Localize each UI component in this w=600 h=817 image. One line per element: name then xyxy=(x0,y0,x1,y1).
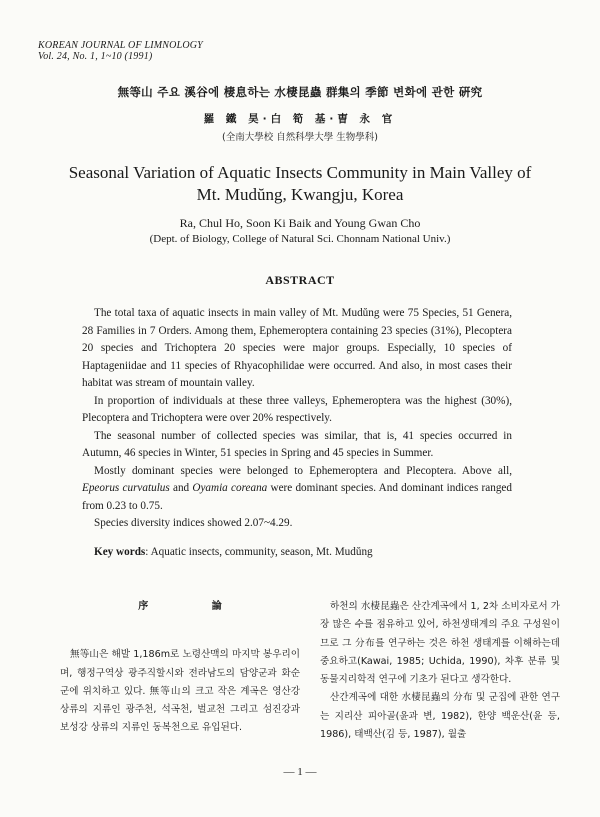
abstract-paragraph xyxy=(82,463,512,516)
english-affiliation: (Dept. of Biology, College of Natural Sci. Chonnam National Univ.) xyxy=(149,233,451,245)
abstract-text: Mostly dominant species were belonged to Ephemeroptera and Plecoptera. Above all, xyxy=(94,464,512,477)
english-title-line2: Mt. Mudŭng, Kwangju, Korea xyxy=(196,185,404,204)
abstract-paragraph: The total taxa of aquatic insects in main valley of Mt. Mudŭng were 75 Species, 51 Genera, 28 Families in 7 Orders. Among them, Ephemeroptera containing 23 species (31%), Plecoptera 20 species and Trichoptera 20 species were major groups. Especially, 10 species of Haptageniidae and 11 species of Rhyacophilidae were occurred. And also, in most cases their habitat was stream of mountain valley. xyxy=(82,307,512,389)
english-title xyxy=(0,162,600,206)
keywords-text: : Aquatic insects, community, season, Mt. Mudŭng xyxy=(145,546,373,558)
left-column xyxy=(60,598,300,738)
korean-authors: 羅 鐵 昊·白 筍 基·曺 永 官 xyxy=(203,113,397,125)
abstract-paragraph: In proportion of individuals at these three valleys, Ephemeroptera was the highest (30%), Plecoptera and Trichoptera were over 20% respectively. xyxy=(82,394,512,424)
species-name: Epeorus curvatulus xyxy=(82,482,170,494)
abstract-heading: ABSTRACT xyxy=(265,273,335,287)
abstract-text: were dominant species. And dominant indices ranged from 0.23 to 0.75. xyxy=(82,482,512,512)
abstract-paragraph: The seasonal number of collected species was similar, that is, 41 species occurred in Autumn, 46 species in Winter, 51 species in Spring and 45 species in Summer. xyxy=(82,429,512,459)
abstract-paragraph: Species diversity indices showed 2.07~4.29. xyxy=(94,517,293,529)
english-authors: Ra, Chul Ho, Soon Ki Baik and Young Gwan Cho xyxy=(179,216,421,230)
abstract-text: and xyxy=(169,482,193,494)
body-paragraph: 산간계곡에 대한 水棲昆蟲의 分布 및 군집에 관한 연구는 지리산 피아골(윤과 변, 1982), 한양 백운산(윤 등, 1986), 태백산(김 등, 1987), 월출 xyxy=(320,692,560,741)
english-title-line1: Seasonal Variation of Aquatic Insects Community in Main Valley of xyxy=(68,163,532,182)
page-number: — 1 — xyxy=(283,766,317,778)
abstract-body xyxy=(82,305,512,533)
body-paragraph: 無等山은 해발 1,186m로 노령산맥의 마지막 봉우리이며, 행정구역상 광주직할시와 전라남도의 담양군과 화순군에 위치하고 있다. 無等山의 크고 작은 계곡은 영산강 상류의 지류인 광주천, 석곡천, 벌교천 그리고 섬진강과 보성강 상류의 지류인 동복천으로 유입된다. xyxy=(60,649,300,734)
body-paragraph: 하천의 水棲昆蟲은 산간계곡에서 1, 2차 소비자로서 가장 많은 수를 점유하고 있어, 하천생태계의 주요 구성원이므로 그 分布를 연구하는 것은 하천 생태계를 이해하는데 중요하고(Kawai, 1985; Uchida, 1990), 차후 분류 및 동물지리학적 연구에 기초가 된다고 생각한다. xyxy=(320,601,560,686)
right-column xyxy=(320,598,560,744)
species-name: Oyamia coreana xyxy=(192,482,268,494)
section-heading: 序 論 xyxy=(138,601,252,612)
keywords xyxy=(94,546,373,558)
journal-name: KOREAN JOURNAL OF LIMNOLOGY xyxy=(38,40,203,51)
journal-citation xyxy=(38,40,203,62)
korean-title: 無等山 주요 溪谷에 棲息하는 水棲昆蟲 群集의 季節 변화에 관한 硏究 xyxy=(117,85,483,99)
korean-affiliation: (全南大學校 自然科學大學 生物學科) xyxy=(222,132,378,143)
keywords-label: Key words xyxy=(94,546,146,558)
journal-issue: Vol. 24, No. 1, 1~10 (1991) xyxy=(38,51,153,62)
